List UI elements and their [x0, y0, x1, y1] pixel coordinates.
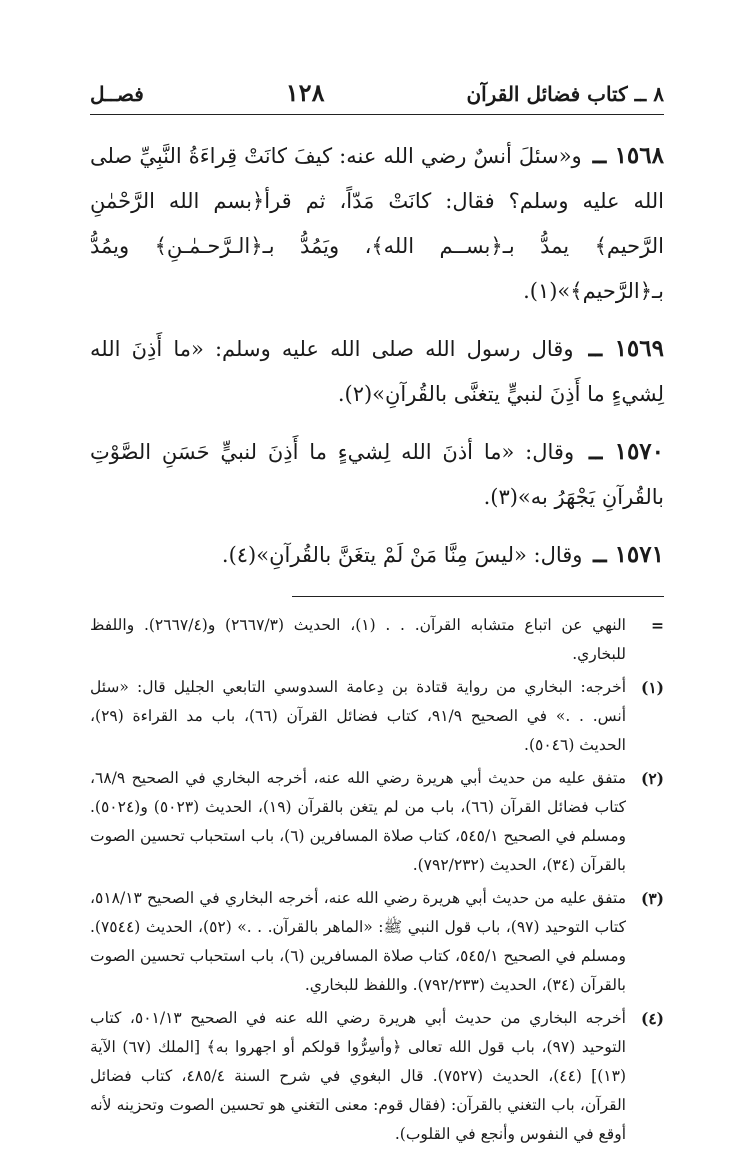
hadith-text: وقال: «ما أذنَ الله لِشيءٍ ما أَذِنَ لنبيٍّ حَسَنِ الصَّوْتِ بالقُرآنِ يَجْهَرُ به»(٣). [90, 440, 664, 509]
footnote-text: متفق عليه من حديث أبي هريرة رضي الله عنه، أخرجه البخاري في الصحيح ٦٨/٩، كتاب فضائل القرآن (٦٦)، باب من لم يتغن بالقرآن (١٩)، الحديث (٥٠٢٣) و(٥٠٢٤). ومسلم في الصحيح ٥٤٥/١، كتاب صلاة المسافرين (٦)، باب استحباب تحسين الصوت بالقرآن (٣٤)، الحديث (٧٩٢/٢٣٢). [90, 769, 626, 874]
footnote-text: متفق عليه من حديث أبي هريرة رضي الله عنه، أخرجه البخاري في الصحيح ٥١٨/١٣، كتاب التوحيد (٩٧)، باب قول النبي ﷺ: «الماهر بالقرآن. . .» (٥٢)، الحديث (٧٥٤٤). ومسلم في الصحيح ٥٤٥/١، كتاب صلاة المسافرين (٦)، باب استحباب تحسين الصوت بالقرآن (٣٤)، الحديث (٧٩٢/٢٣٣). واللفظ للبخاري. [90, 889, 626, 994]
footnote [90, 884, 664, 1000]
main-text [90, 133, 664, 578]
footnote-mark: (٤) [640, 1009, 664, 1028]
footnote-text: النهي عن اتباع متشابه القرآن. . . (١)، الحديث (٢٦٦٧/٣) و(٢٦٦٧/٤). واللفظ للبخاري. [90, 616, 626, 663]
hadith-text: وقال رسول الله صلى الله عليه وسلم: «ما أَذِنَ الله لِشيءٍ ما أَذِنَ لنبيٍّ يتغنَّى بالقُرآنِ»(٢). [90, 337, 664, 406]
footnotes [90, 611, 664, 1149]
hadith-text: و«سئلَ أنسٌ رضي الله عنه: كيفَ كانَتْ قِراءَةُ النَّبِيِّ صلى الله عليه وسلم؟ فقال: كانَتْ مَدّاً، ثم قرأ﴿بسم الله الرَّحْمٰنِ الرَّحيم﴾ يمدُّ بـ﴿بســم الله﴾، ويَمُدُّ بـ﴿الـرَّحـمٰـنِ﴾ ويمُدُّ بـ﴿الرَّحيم﴾»(١). [90, 144, 664, 303]
footnote [90, 673, 664, 760]
chapter-title: ٨ ــ كتاب فضائل القرآن [466, 82, 664, 106]
hadith-number: ١٥٦٩ ــ [588, 335, 664, 362]
footnote-text: أخرجه البخاري من حديث أبي هريرة رضي الله عنه في الصحيح ٥٠١/١٣، كتاب التوحيد (٩٧)، باب قول الله تعالى ﴿وأسِرُّوا قولكم أو اجهروا به﴾ [الملك (٦٧) الآية (١٣)] (٤٤)، الحديث (٧٥٢٧). قال البغوي في شرح السنة ٤٨٥/٤، كتاب فضائل القرآن، باب التغني بالقرآن: (فقال قوم: معنى التغني هو تحسين الصوت وتحزينه لأنه أوقع في النفوس وأنجع في القلوب). [90, 1009, 626, 1143]
hadith-number: ١٥٧١ ــ [593, 541, 664, 568]
page-number: ١٢٨ [285, 78, 325, 107]
footnote-mark: (٢) [640, 769, 664, 788]
footnote-separator [292, 596, 664, 597]
footnote [90, 764, 664, 880]
page-header [90, 78, 664, 115]
footnote [90, 611, 664, 669]
hadith-paragraph [90, 326, 664, 417]
footnote-mark: = [651, 616, 664, 635]
footnote-mark: (١) [640, 678, 664, 697]
footnote-mark: (٣) [640, 889, 664, 908]
hadith-paragraph [90, 133, 664, 314]
footnote-text: أخرجه: البخاري من رواية قتادة بن دِعامة السدوسي التابعي الجليل قال: «سئل أنس. . .» في الصحيح ٩١/٩، كتاب فضائل القرآن (٦٦)، باب مد القراءة (٢٩)، الحديث (٥٠٤٦). [90, 678, 626, 754]
hadith-paragraph [90, 429, 664, 520]
hadith-number: ١٥٦٨ ــ [592, 142, 664, 169]
section-title: فصــل [90, 82, 144, 106]
hadith-number: ١٥٧٠ ــ [588, 438, 665, 465]
footnote [90, 1004, 664, 1149]
hadith-text: وقال: «ليسَ مِنَّا مَنْ لَمْ يتغَنَّ بالقُرآنِ»(٤). [221, 543, 583, 567]
hadith-paragraph [90, 532, 664, 578]
